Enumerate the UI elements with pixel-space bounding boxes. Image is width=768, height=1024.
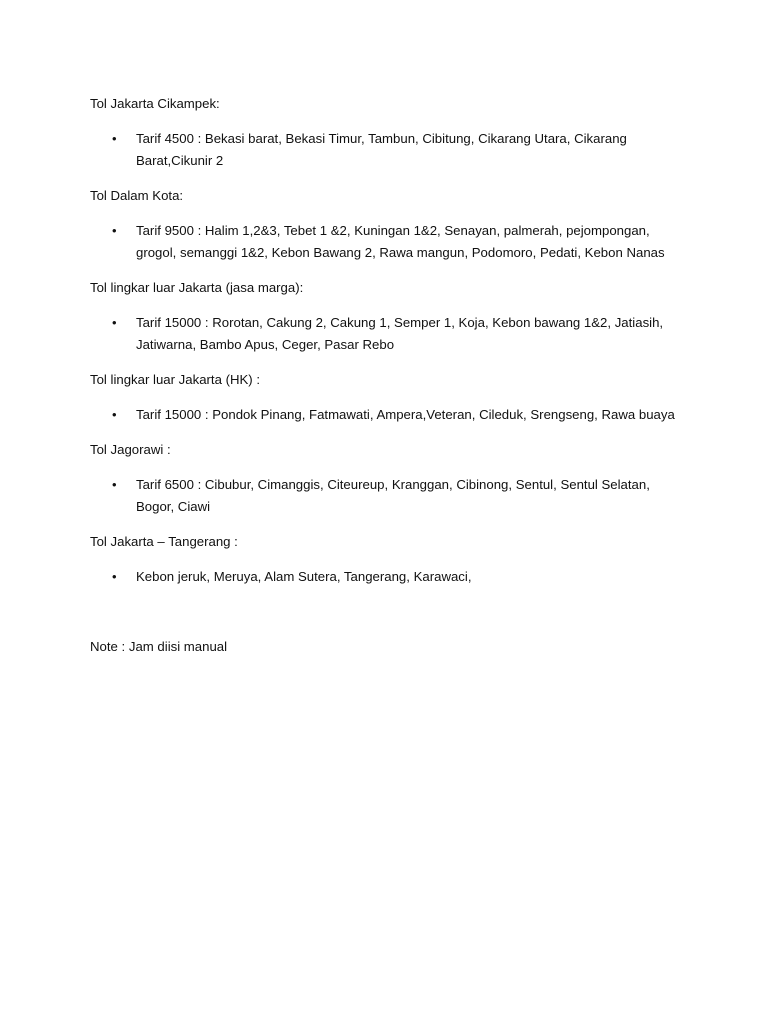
list-item (90, 128, 676, 172)
list-item-text: Tarif 15000 : Rorotan, Cakung 2, Cakung 1, Semper 1, Koja, Kebon bawang 1&2, Jatiasih, Jatiwarna, Bambo Apus, Ceger, Pasar Rebo (136, 315, 664, 352)
list-item (90, 404, 676, 426)
list-item (90, 312, 676, 356)
bullet-icon: • (112, 223, 117, 238)
note-text: Note : Jam diisi manual (90, 639, 228, 654)
section-heading-cikampek: Tol Jakarta Cikampek: (90, 96, 220, 111)
tariff-list-dalam-kota (90, 220, 690, 264)
list-item (90, 474, 676, 518)
bullet-icon: • (112, 477, 117, 492)
section-heading-jorr-jasa-marga: Tol lingkar luar Jakarta (jasa marga): (90, 280, 304, 295)
list-item (90, 566, 676, 588)
list-item (90, 220, 676, 264)
section-heading-jagorawi: Tol Jagorawi : (90, 442, 171, 457)
bullet-icon: • (112, 407, 117, 422)
list-item-text: Tarif 9500 : Halim 1,2&3, Tebet 1 &2, Kuningan 1&2, Senayan, palmerah, pejompongan, grogol, semanggi 1&2, Kebon Bawang 2, Rawa mangun, Podomoro, Pedati, Kebon Nanas (136, 223, 665, 260)
list-item-text: Kebon jeruk, Meruya, Alam Sutera, Tangerang, Karawaci, (136, 569, 472, 584)
section-heading-jorr-hk: Tol lingkar luar Jakarta (HK) : (90, 372, 261, 387)
section-heading-jakarta-tangerang: Tol Jakarta – Tangerang : (90, 534, 238, 549)
section-heading-dalam-kota: Tol Dalam Kota: (90, 188, 184, 203)
bullet-icon: • (112, 569, 117, 584)
bullet-icon: • (112, 131, 117, 146)
list-item-text: Tarif 4500 : Bekasi barat, Bekasi Timur, Tambun, Cibitung, Cikarang Utara, Cikarang Barat,Cikunir 2 (136, 131, 627, 168)
tariff-list-jakarta-tangerang (90, 566, 690, 588)
tariff-list-jorr-hk (90, 404, 690, 426)
blank-line (90, 601, 690, 636)
tariff-list-jagorawi (90, 474, 690, 518)
list-item-text: Tarif 6500 : Cibubur, Cimanggis, Citeureup, Kranggan, Cibinong, Sentul, Sentul Selatan, Bogor, Ciawi (136, 477, 650, 514)
bullet-icon: • (112, 315, 117, 330)
tariff-list-cikampek (90, 128, 690, 172)
tariff-list-jorr-jasa-marga (90, 312, 690, 356)
document-page (90, 93, 690, 671)
list-item-text: Tarif 15000 : Pondok Pinang, Fatmawati, Ampera,Veteran, Cileduk, Srengseng, Rawa buaya (136, 407, 675, 422)
